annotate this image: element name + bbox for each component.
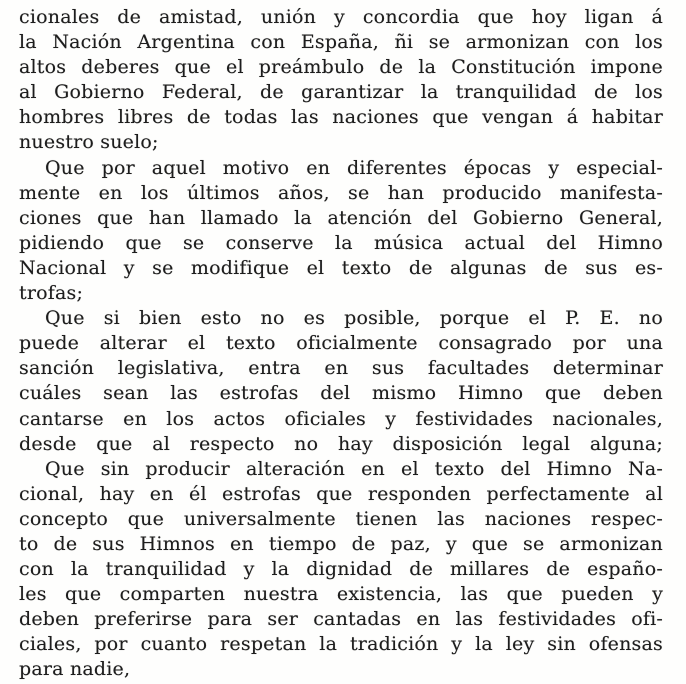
text-line: cional, hay en él estrofas que responden perfectamente al [19,482,663,505]
paragraph [19,306,663,457]
text-line: Que sin producir alteración en el texto del Himno Na- [45,457,663,480]
text-line: la Nación Argentina con España, ñi se armonizan con los [19,31,663,54]
text-line: altos deberes que el preámbulo de la Constitución impone [19,56,663,79]
text-line: Que por aquel motivo en diferentes épocas y especial- [45,156,663,179]
text-line: les que comparten nuestra existencia, las que pueden y [19,583,663,606]
text-line: puede alterar el texto oficialmente consagrado por una [19,332,663,355]
text-line: Que si bien esto no es posible, porque el P. E. no [45,307,663,330]
text-line: ciales, por cuanto respetan la tradición y la ley sin ofensas [19,633,663,656]
text-line: cantarse en los actos oficiales y festividades nacionales, [19,407,663,430]
text-line: desde que al respecto no hay disposición legal alguna; [19,432,663,455]
text-line: trofas; [19,282,84,305]
text-line: cuáles sean las estrofas del mismo Himno que deben [19,382,663,405]
text-block [19,5,663,683]
text-line: sanción legislativa, entra en sus facultades determinar [19,357,663,380]
text-line: hombres libres de todas las naciones que vengan á habitar [19,106,663,129]
text-line: para nadie, [19,658,131,681]
paragraph [19,5,663,156]
text-line: pidiendo que se conserve la música actual del Himno [19,231,663,254]
text-line: al Gobierno Federal, de garantizar la tranquilidad de los [19,81,663,104]
paragraph [19,457,663,683]
text-line: Nacional y se modifique el texto de algunas de sus es- [19,256,663,279]
text-line: con la tranquilidad y la dignidad de millares de españo- [19,558,663,581]
text-line: ciones que han llamado la atención del Gobierno General, [19,206,663,229]
text-line: mente en los últimos años, se han producido manifesta- [19,181,663,204]
paragraph [19,156,663,307]
text-line: nuestro suelo; [19,131,159,154]
text-line: cionales de amistad, unión y concordia que hoy ligan á [19,6,663,28]
text-line: to de sus Himnos en tiempo de paz, y que se armonizan [19,532,663,555]
text-line: concepto que universalmente tienen las naciones respec- [19,507,663,530]
text-line: deben preferirse para ser cantadas en las festividades ofi- [19,608,663,631]
